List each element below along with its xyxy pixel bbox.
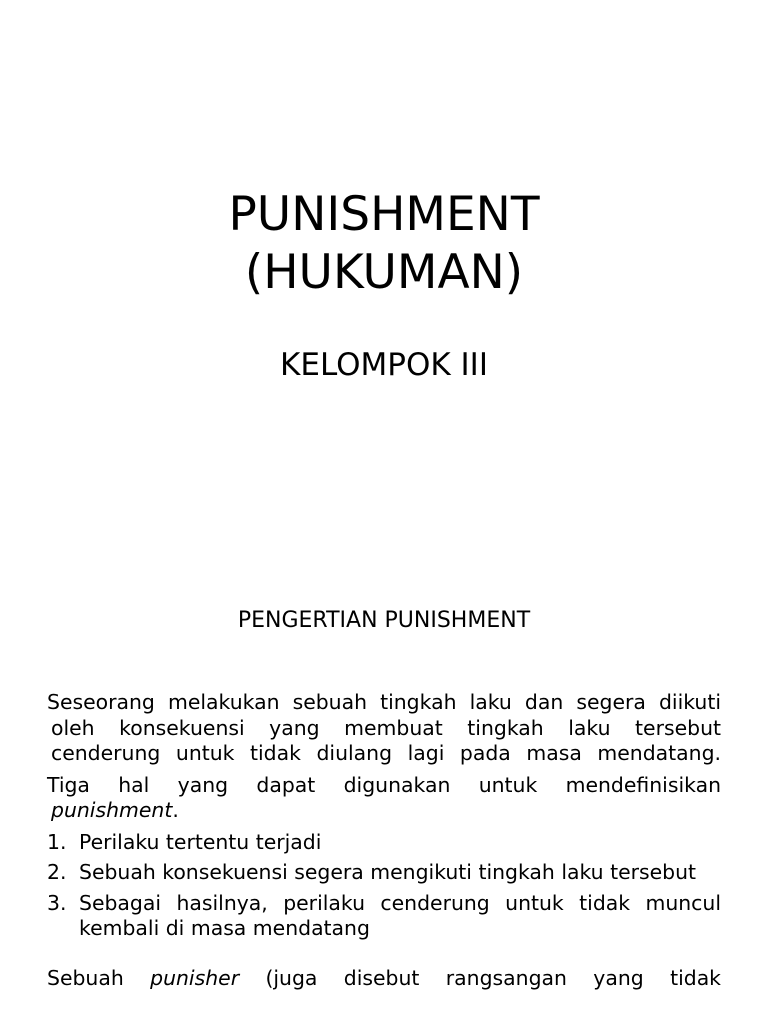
list-item-text: Perilaku tertentu terjadi: [79, 829, 322, 854]
list-item-text: Sebagai hasilnya, perilaku cenderung untuk tidak muncul kembali di masa mendatang: [79, 890, 721, 940]
body-content: [47, 690, 721, 1011]
list-item: [47, 891, 721, 942]
list-item: [47, 830, 721, 856]
criteria-list: [47, 830, 721, 942]
punisher-italic: punisher: [150, 965, 240, 990]
criteria-intro-end: .: [172, 798, 179, 822]
punisher-text-rest: (juga disebut rangsangan yang tidak: [239, 965, 721, 990]
punisher-paragraph: [47, 966, 721, 992]
list-item-number: 1.: [47, 829, 67, 854]
definition-text: Seseorang melakukan sebuah tingkah laku dan segera diikuti oleh konsekuensi yang membuat tingkah laku tersebut cenderung untuk tidak diulang lagi pada masa mendatang.: [47, 690, 721, 765]
criteria-intro-text: Tiga hal yang dapat digunakan untuk mendefinisikan: [47, 772, 721, 797]
title-line-2: (HUKUMAN): [244, 245, 524, 300]
section-heading: PENGERTIAN PUNISHMENT: [237, 608, 531, 633]
list-item: [47, 860, 721, 886]
criteria-intro-italic: punishment: [51, 798, 173, 822]
slide-title: [0, 186, 768, 302]
punisher-text-start: Sebuah: [47, 965, 151, 990]
list-item-number: 2.: [47, 860, 67, 884]
title-line-1: PUNISHMENT: [228, 187, 540, 242]
list-item-number: 3.: [47, 890, 67, 915]
slide-subtitle: KELOMPOK III: [280, 347, 488, 383]
list-item-text: Sebuah konsekuensi segera mengikuti tingkah laku tersebut: [79, 860, 697, 884]
criteria-intro-paragraph: [47, 773, 721, 824]
definition-paragraph: [47, 690, 721, 767]
